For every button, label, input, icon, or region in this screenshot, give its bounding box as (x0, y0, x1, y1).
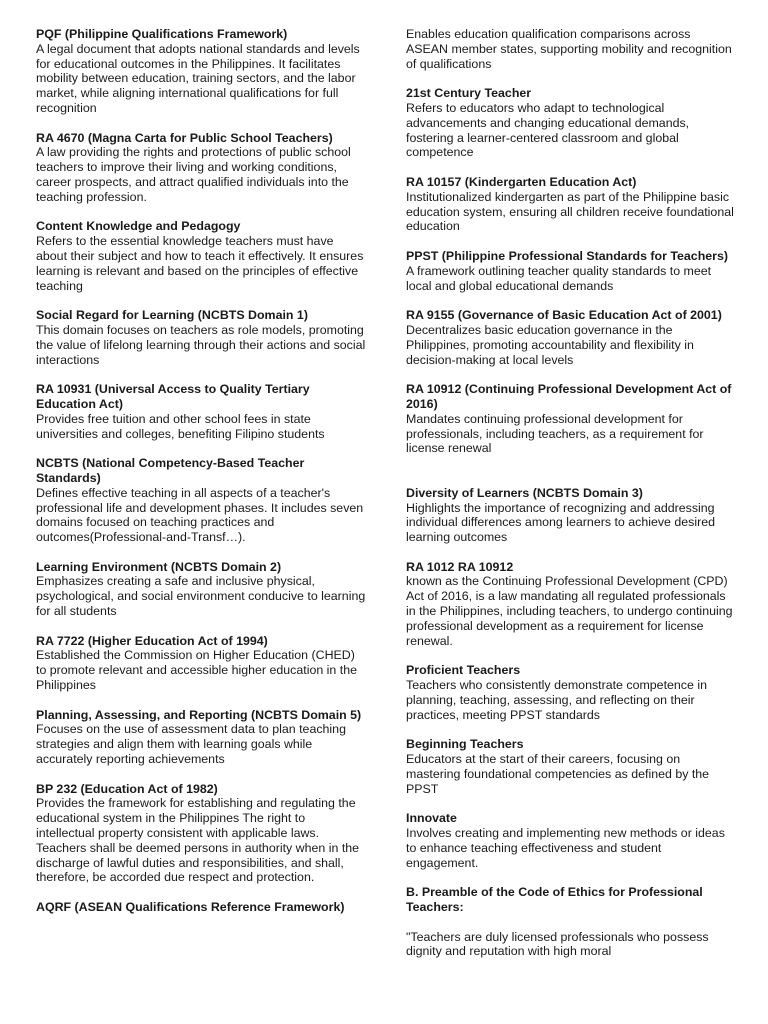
glossary-entry-innovate (406, 811, 734, 870)
glossary-term: Content Knowledge and Pedagogy (36, 219, 241, 234)
glossary-definition: A framework outlining teacher quality standards to meet local and global educational demands (406, 263, 712, 293)
glossary-term: AQRF (ASEAN Qualifications Reference Framework) (36, 900, 345, 915)
glossary-entry-ra-10157 (406, 175, 734, 234)
glossary-term: RA 7722 (Higher Education Act of 1994) (36, 633, 268, 648)
section-heading-preamble (406, 885, 734, 915)
glossary-entry-ncbts (36, 456, 366, 545)
glossary-term: Planning, Assessing, and Reporting (NCBTS Domain 5) (36, 707, 362, 722)
glossary-entry-beginning-teachers (406, 737, 734, 796)
glossary-definition: known as the Continuing Professional Development (CPD) Act of 2016, is a law mandating all regulated professionals in the Philippines, including teachers, to undergo continuing professional development as a requirement for license renewal. (406, 574, 733, 648)
glossary-entry-pqf (36, 27, 366, 116)
glossary-definition: This domain focuses on teachers as role models, promoting the value of lifelong learning through their actions and social interactions (36, 322, 366, 367)
glossary-entry-ppst (406, 249, 734, 293)
glossary-term: RA 9155 (Governance of Basic Education Act of 2001) (406, 308, 722, 323)
glossary-term: Innovate (406, 811, 457, 826)
glossary-entry-aqrf (36, 900, 366, 915)
glossary-term: Diversity of Learners (NCBTS Domain 3) (406, 485, 643, 500)
glossary-entry-ra-10912 (406, 382, 734, 456)
glossary-entry-ra-7722 (36, 634, 366, 693)
glossary-term: RA 10931 (Universal Access to Quality Tertiary Education Act) (36, 382, 310, 411)
preamble-quote: "Teachers are duly licensed professionals who possess dignity and reputation with high moral (406, 929, 709, 959)
glossary-definition: Defines effective teaching in all aspects of a teacher's professional life and development phases. It includes seven domains focused on teaching practices and outcomes(Professional-and-Transf…). (36, 485, 364, 545)
glossary-definition: A legal document that adopts national standards and levels for educational outcomes in the Philippines. It facilitates mobility between education, training sectors, and the labor market, while aligning international qualifications for full recognition (36, 41, 360, 115)
glossary-definition: Refers to educators who adapt to technological advancements and changing educational demands, fostering a learner-centered classroom and global competence (406, 100, 690, 160)
glossary-entry-ra-1012 (406, 560, 734, 649)
glossary-definition: Established the Commission on Higher Education (CHED) to promote relevant and accessible higher education in the Philippines (36, 648, 357, 693)
glossary-definition: Mandates continuing professional development for professionals, including teachers, as a requirement for license renewal (406, 411, 704, 456)
glossary-term: 21st Century Teacher (406, 86, 532, 101)
glossary-definition: Institutionalized kindergarten as part of the Philippine basic education system, ensuring all children receive foundational education (406, 189, 734, 234)
glossary-term: Social Regard for Learning (NCBTS Domain 1) (36, 308, 308, 323)
glossary-definition: Focuses on the use of assessment data to plan teaching strategies and align them with learning goals while accurately reporting achievements (36, 722, 346, 767)
glossary-term: Beginning Teachers (406, 737, 524, 752)
left-column (36, 27, 366, 930)
glossary-entry-ra-9155 (406, 308, 734, 367)
glossary-entry-social-regard (36, 308, 366, 367)
glossary-definition: A law providing the rights and protections of public school teachers to improve their living and working conditions, career prospects, and attract qualified individuals into the teaching profession. (36, 145, 351, 204)
glossary-definition: Decentralizes basic education governance in the Philippines, promoting accountability and flexibility in decision-making at local levels (406, 322, 694, 367)
glossary-term: RA 4670 (Magna Carta for Public School Teachers) (36, 130, 333, 145)
glossary-definition: Highlights the importance of recognizing and addressing individual differences among learners to achieve desired learning outcomes (406, 500, 716, 545)
glossary-definition: Refers to the essential knowledge teachers must have about their subject and how to teach it effectively. It ensures learning is relevant and based on the principles of effective teaching (36, 234, 364, 293)
glossary-term: NCBTS (National Competency-Based Teacher Standards) (36, 456, 305, 485)
glossary-entry-proficient-teachers (406, 663, 734, 722)
glossary-definition: Involves creating and implementing new methods or ideas to enhance teaching effectiveness and student engagement. (406, 826, 725, 870)
glossary-entry-diversity-of-learners (406, 486, 734, 545)
glossary-entry-ra-4670 (36, 131, 366, 205)
glossary-definition-continued: Enables education qualification comparisons across ASEAN member states, supporting mobility and recognition of qualifications (406, 27, 732, 71)
glossary-term: RA 10912 (Continuing Professional Development Act of 2016) (406, 382, 732, 411)
glossary-entry-bp-232 (36, 782, 366, 886)
glossary-definition: Emphasizes creating a safe and inclusive physical, psychological, and social environment conducive to learning for all students (36, 574, 366, 619)
glossary-entry-ra-10931 (36, 382, 366, 441)
glossary-definition: Teachers who consistently demonstrate competence in planning, teaching, assessing, and reflecting on their practices, meeting PPST standards (406, 678, 707, 722)
glossary-term: Learning Environment (NCBTS Domain 2) (36, 559, 282, 574)
glossary-entry-planning-assessing (36, 708, 366, 767)
glossary-term: RA 1012 RA 10912 (406, 559, 514, 574)
glossary-term: PQF (Philippine Qualifications Framework) (36, 27, 288, 41)
glossary-definition: Provides the framework for establishing and regulating the educational system in the Philippines The right to intellectual property consistent with applicable laws. Teachers shall be deemed persons in authority when in the discharge of lawful duties and responsibilities, and shall, therefore, be accorded due respect and protection. (36, 796, 360, 885)
glossary-term: PPST (Philippine Professional Standards for Teachers) (406, 248, 728, 263)
glossary-definition: Provides free tuition and other school fees in state universities and colleges, benefiting Filipino students (36, 411, 325, 441)
glossary-definition: Educators at the start of their careers, focusing on mastering foundational competencies as defined by the PPST (406, 752, 710, 796)
glossary-term: Proficient Teachers (406, 663, 521, 678)
right-column (406, 27, 734, 959)
glossary-entry-21st-century-teacher (406, 86, 734, 160)
glossary-entry-content-knowledge (36, 219, 366, 293)
section-heading: B. Preamble of the Code of Ethics for Professional Teachers: (406, 885, 703, 915)
glossary-term: RA 10157 (Kindergarten Education Act) (406, 174, 637, 189)
glossary-entry-learning-environment (36, 560, 366, 619)
blank-line (406, 471, 734, 486)
glossary-term: BP 232 (Education Act of 1982) (36, 781, 218, 796)
